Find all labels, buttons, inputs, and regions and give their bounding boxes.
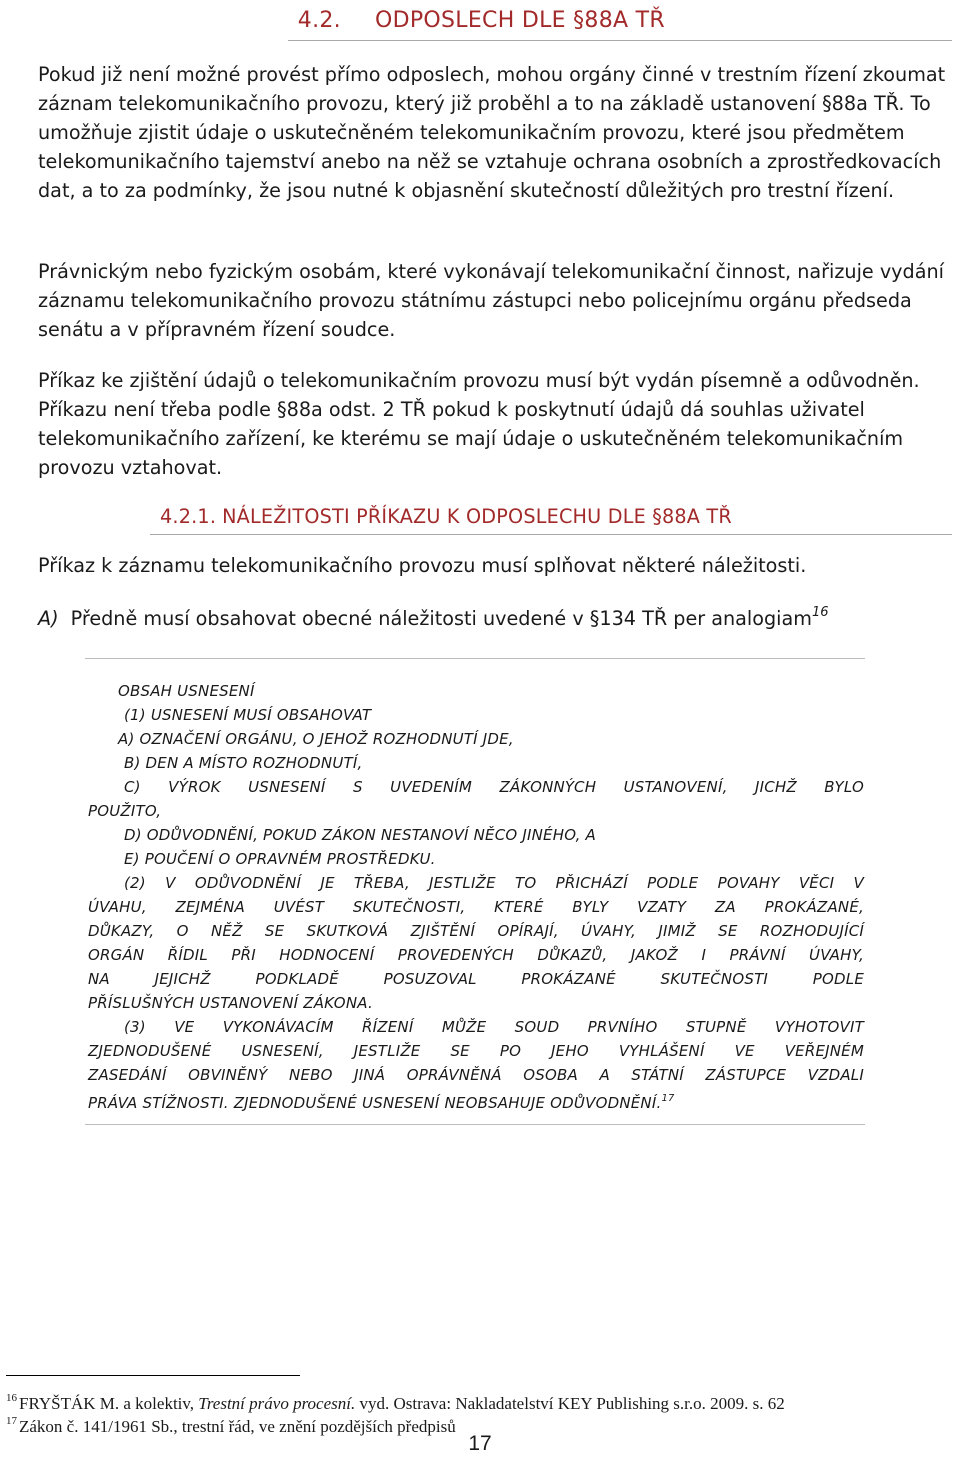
section-heading (0, 8, 960, 33)
paragraph-3: Příkaz ke zjištění údajů o telekomunikačním provozu musí být vydán písemně a odůvodněn. Příkazu není třeba podle §88a odst. 2 TŘ pokud k poskytnutí údajů dá souhlas uživatel telekomunikačního zařízení, ke kterému se mají údaje o uskutečněném telekomunikačním provozu vztahovat. (38, 369, 920, 479)
footnote-separator (6, 1375, 300, 1376)
statute-quote (88, 679, 864, 1115)
quote-paragraph-2-line: NA JEJICHŽ PODKLADĚ POSUZOVAL PROKÁZANÉ SKUTEČNOSTI PODLE (88, 970, 864, 988)
quote-paragraph-3-last: PRÁVA STÍŽNOSTI. ZJEDNODUŠENÉ USNESENÍ NEOBSAHUJE ODŮVODNĚNÍ. (88, 1094, 662, 1112)
quote-item-a: A) OZNAČENÍ ORGÁNU, O JEHOŽ ROZHODNUTÍ JDE, (118, 730, 514, 748)
quote-paragraph-3-line: ZJEDNODUŠENÉ USNESENÍ, JESTLIŽE SE PO JEHO VYHLÁŠENÍ VE VEŘEJNÉM (88, 1042, 864, 1060)
subsection-title: NÁLEŽITOSTI PŘÍKAZU K ODPOSLECHU DLE §88A TŘ (222, 505, 732, 528)
quote-paragraph-2-line: (2) V ODŮVODNĚNÍ JE TŘEBA, JESTLIŽE TO PŘICHÁZÍ PODLE POVAHY VĚCI V (124, 874, 864, 892)
quote-paragraph-3-line (88, 1087, 864, 1115)
footnote-title: Trestní právo procesní. (198, 1394, 356, 1413)
quote-paragraph-3-line: ZASEDÁNÍ OBVINĚNÝ NEBO JINÁ OPRÁVNĚNÁ OSOBA A STÁTNÍ ZÁSTUPCE VZDALI (88, 1066, 864, 1084)
page-number: 17 (468, 1432, 492, 1455)
paragraph-1: Pokud již není možné provést přímo odposlech, mohou orgány činné v trestním řízení zkoumat záznam telekomunikačního provozu, který již proběhl a to na základě ustanovení §88a TŘ. To umožňuje zjistit údaje o uskutečněném telekomunikačním provozu, které jsou předmětem telekomunikačního tajemství anebo na něž se vztahuje ochrana osobních a zprostředkovacích dat, a to za podmínky, že jsou nutné k objasnění skutečností důležitých pro trestní řízení. (38, 63, 946, 202)
footnote-number: 16 (6, 1392, 17, 1404)
subsection-heading (160, 505, 732, 528)
quote-paragraph-1: (1) USNESENÍ MUSÍ OBSAHOVAT (124, 706, 372, 724)
footnote-ref-16: 16 (811, 605, 829, 620)
paragraph-2: Právnickým nebo fyzickým osobám, které vykonávají telekomunikační činnost, nařizuje vydání záznamu telekomunikačního provozu státnímu zástupci nebo policejnímu orgánu předseda senátu a v přípravném řízení soudce. (38, 260, 944, 341)
quote-item-b: B) DEN A MÍSTO ROZHODNUTÍ, (124, 754, 363, 772)
subsection-heading-rule (150, 534, 952, 535)
section-number: 4.2. (297, 8, 341, 33)
footnote-ref-17: 17 (661, 1093, 675, 1104)
section-heading-rule (288, 40, 952, 41)
footnote-text: , trestní řád, ve znění pozdějších předpisů (173, 1417, 456, 1436)
quote-paragraph-2-line: DŮKAZY, O NĚŽ SE SKUTKOVÁ ZJIŠTĚNÍ OPÍRAJÍ, ÚVAHY, JIMIŽ SE ROZHODUJÍCÍ (88, 922, 864, 940)
list-item-text: Předně musí obsahovat obecné náležitosti uvedené v §134 TŘ per analogiam (70, 607, 812, 630)
quote-item-e: E) POUČENÍ O OPRAVNÉM PROSTŘEDKU. (124, 850, 436, 868)
quote-paragraph-2-line: ÚVAHU, ZEJMÉNA UVÉST SKUTEČNOSTI, KTERÉ BYLY VZATY ZA PROKÁZANÉ, (88, 898, 864, 916)
quote-bottom-rule (85, 1124, 865, 1125)
quote-paragraph-2-line: ORGÁN ŘÍDIL PŘI HODNOCENÍ PROVEDENÝCH DŮKAZŮ, JAKOŽ I PRÁVNÍ ÚVAHY, (88, 946, 864, 964)
footnote-text: vyd. Ostrava: Nakladatelství KEY Publishing s.r.o. 2009. s. 62 (355, 1394, 785, 1413)
quote-title: OBSAH USNESENÍ (118, 682, 255, 700)
quote-top-rule (85, 658, 865, 659)
list-item-letter: A) (38, 607, 59, 630)
section-title: ODPOSLECH DLE §88A TŘ (374, 8, 665, 33)
subsection-number: 4.2.1. (160, 505, 217, 528)
quote-paragraph-3-line: (3) VE VYKONÁVACÍM ŘÍZENÍ MŮŽE SOUD PRVNÍHO STUPNĚ VYHOTOVIT (124, 1018, 864, 1036)
quote-item-d: D) ODŮVODNĚNÍ, POKUD ZÁKON NESTANOVÍ NĚCO JINÉHO, A (124, 826, 597, 844)
footnote-text: Zákon č. 141/1961 Sb. (19, 1417, 174, 1436)
quote-item-c-line-1: C) VÝROK USNESENÍ S UVEDENÍM ZÁKONNÝCH USTANOVENÍ, JICHŽ BYLO (124, 778, 864, 796)
intro-paragraph: Příkaz k záznamu telekomunikačního provozu musí splňovat některé náležitosti. (38, 554, 807, 577)
footnote-text: FRYŠTÁK M. a kolektiv, (19, 1394, 199, 1413)
footnote-number: 17 (6, 1415, 17, 1427)
quote-item-c-line-2: POUŽITO, (88, 802, 162, 820)
quote-paragraph-2-line: PŘÍSLUŠNÝCH USTANOVENÍ ZÁKONA. (88, 994, 373, 1012)
list-item-a (38, 598, 829, 633)
